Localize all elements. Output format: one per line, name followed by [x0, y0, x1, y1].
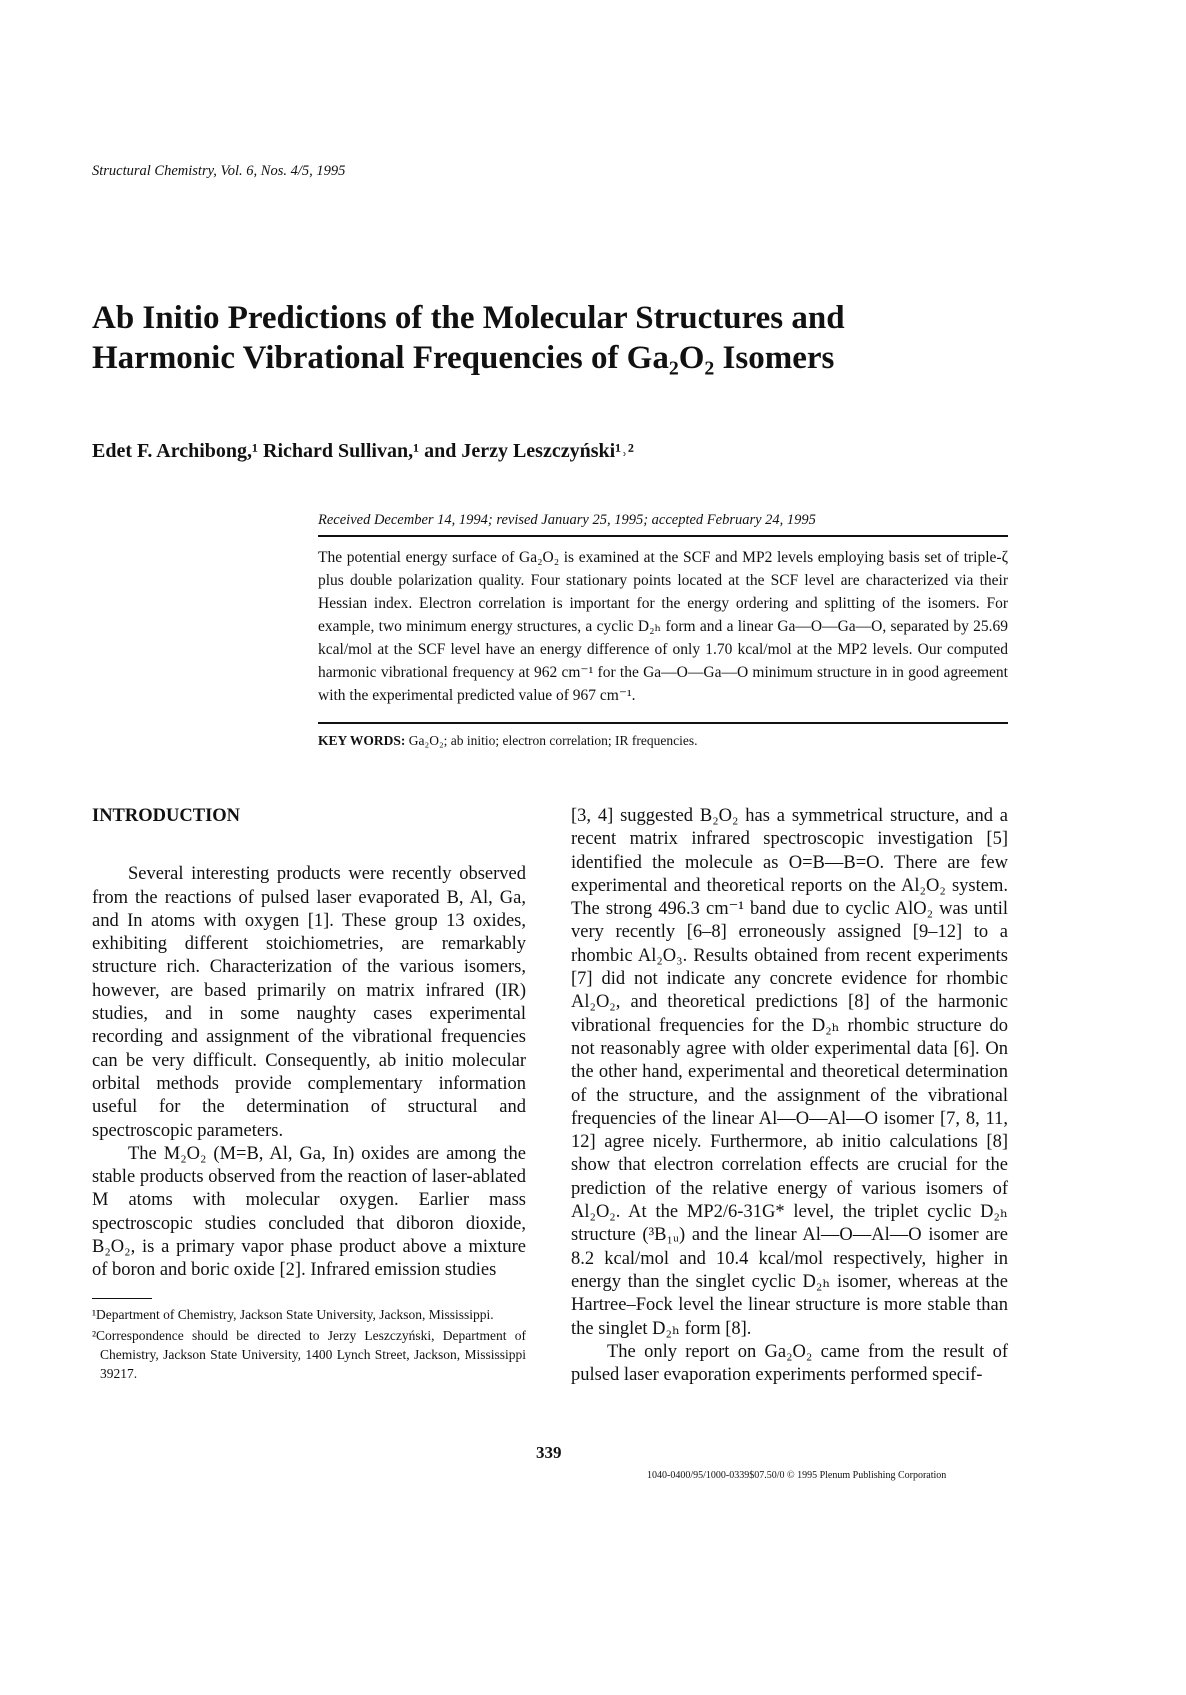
left-column: [92, 805, 526, 1283]
keywords-label: KEY WORDS:: [318, 733, 406, 748]
paragraph: The only report on Ga₂O₂ came from the result of pulsed laser evaporation experiments performed specif-: [571, 1341, 1008, 1386]
abstract-bottom-rule: [318, 722, 1008, 724]
page-number: 339: [536, 1443, 562, 1462]
copyright-line: 1040-0400/95/1000-0339$07.50/0 © 1995 Plenum Publishing Corporation: [647, 1470, 947, 1481]
keywords: [318, 733, 697, 749]
title-line-1: Ab Initio Predictions of the Molecular Structures and: [92, 300, 845, 336]
paragraph: [3, 4] suggested B₂O₂ has a symmetrical structure, and a recent matrix infrared spectroscopic investigation [5] identified the molecule as O=B—B=O. There are few experimental and theoretical reports on the Al₂O₂ system. The strong 496.3 cm⁻¹ band due to cyclic AlO₂ was until very recently [6–8] erroneously assigned [9–12] to a rhombic Al₂O₃. Results obtained from recent experiments [7] did not indicate any concrete evidence for rhombic Al₂O₂, and theoretical predictions [8] of the harmonic vibrational frequencies for the D₂ₕ rhombic structure do not reasonably agree with older experimental data [6]. On the other hand, experimental and theoretical determination of the structure, and the assignment of the vibrational frequencies of the linear Al—O—Al—O isomer [7, 8, 11, 12] agree nicely. Furthermore, ab initio calculations [8] show that electron correlation effects are crucial for the prediction of the relative energy of various isomers of Al₂O₂. At the MP2/6-31G* level, the triplet cyclic D₂ₕ structure (³B₁ᵤ) and the linear Al—O—Al—O isomer are 8.2 kcal/mol and 10.4 kcal/mol respectively, higher in energy than the singlet cyclic D₂ₕ isomer, whereas at the Hartree–Fock level the linear structure is more stable than the singlet D₂ₕ form [8].: [571, 806, 1008, 1339]
paragraph: Several interesting products were recently observed from the reactions of pulsed laser evaporated B, Al, Ga, and In atoms with oxygen [1]. These group 13 oxides, exhibiting different stoichiometries, are remarkably structure rich. Characterization of the various isomers, however, are based primarily on matrix infrared (IR) studies, and in some naughty cases experimental recording and assignment of the vibrational frequencies can be very difficult. Consequently, ab initio molecular orbital methods provide complementary information useful for the determination of structural and spectroscopic parameters.: [92, 864, 526, 1141]
footnote: ¹Department of Chemistry, Jackson State University, Jackson, Mississippi.: [92, 1307, 494, 1322]
author-list: Edet F. Archibong,¹ Richard Sullivan,¹ and Jerzy Leszczyński¹˒²: [92, 440, 634, 462]
footnotes: [92, 1305, 526, 1385]
abstract-top-rule: [318, 535, 1008, 537]
section-heading: INTRODUCTION: [92, 806, 241, 826]
abstract: The potential energy surface of Ga₂O₂ is examined at the SCF and MP2 levels employing basis set of triple-ζ plus double polarization quality. Four stationary points located at the SCF level are characterized via their Hessian index. Electron correlation is important for the energy ordering and splitting of the isomers. For example, two minimum energy structures, a cyclic D₂ₕ form and a linear Ga—O—Ga—O, separated by 25.69 kcal/mol at the SCF level have an energy difference of only 1.70 kcal/mol at the MP2 levels. Our computed harmonic vibrational frequency at 962 cm⁻¹ for the Ga—O—Ga—O minimum structure in in good agreement with the experimental predicted value of 967 cm⁻¹.: [318, 549, 1008, 704]
footnote-rule: [92, 1298, 152, 1299]
footnote: ²Correspondence should be directed to Jerzy Leszczyński, Department of Chemistry, Jackson State University, 1400 Lynch Street, Jackson, Mississippi 39217.: [92, 1328, 526, 1381]
keywords-text: Ga₂O₂; ab initio; electron correlation; IR frequencies.: [408, 733, 698, 748]
right-column: [571, 805, 1008, 1387]
journal-citation: Structural Chemistry, Vol. 6, Nos. 4/5, 1995: [92, 163, 346, 179]
title-line-2: Harmonic Vibrational Frequencies of Ga₂O₂ Isomers: [92, 340, 835, 376]
paper-title: [92, 298, 992, 378]
received-dates: Received December 14, 1994; revised January 25, 1995; accepted February 24, 1995: [318, 512, 816, 528]
paragraph: The M₂O₂ (M=B, Al, Ga, In) oxides are among the stable products observed from the reaction of laser-ablated M atoms with molecular oxygen. Earlier mass spectroscopic studies concluded that diboron dioxide, B₂O₂, is a primary vapor phase product above a mixture of boron and boric oxide [2]. Infrared emission studies: [92, 1143, 526, 1281]
